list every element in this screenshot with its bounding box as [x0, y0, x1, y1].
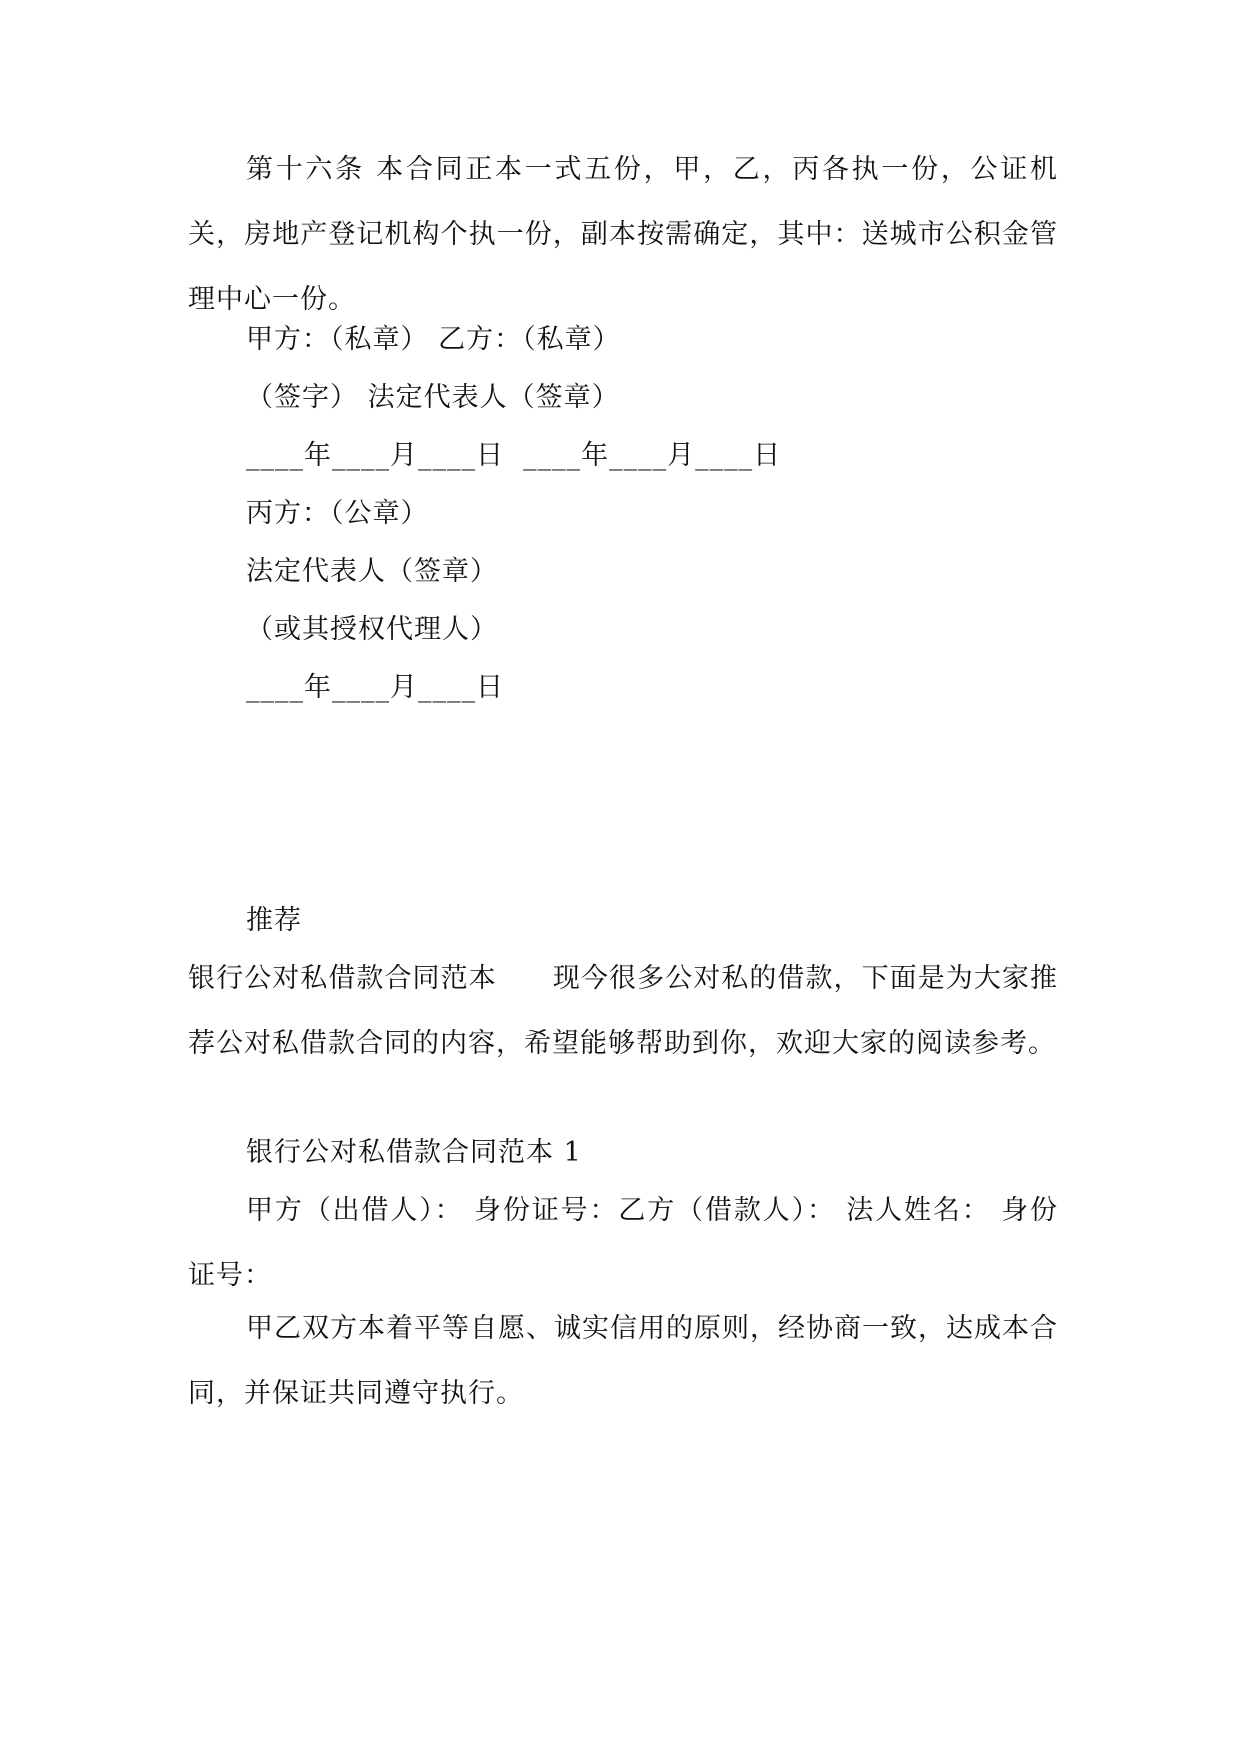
party-a-b-seal-line: 甲方：（私章） 乙方：（私章）: [246, 324, 621, 355]
date-double-line: ____年____月____日 ____年____月____日: [246, 440, 782, 471]
signature-representative-line: （签字） 法定代表人（签章）: [246, 382, 620, 413]
contract-parties-paragraph: 甲方（出借人）： 身份证号：乙方（借款人）： 法人姓名： 身份证号：: [188, 1195, 1058, 1291]
contract-title: 银行公对私借款合同范本 1: [246, 1137, 582, 1168]
recommend-heading: 推荐: [246, 905, 302, 936]
contract-preamble-paragraph: 甲乙双方本着平等自愿、诚实信用的原则，经协商一致，达成本合同，并保证共同遵守执行。: [188, 1313, 1058, 1409]
date-single-line: ____年____月____日: [246, 672, 504, 703]
recommend-intro-paragraph: 银行公对私借款合同范本 现今很多公对私的借款，下面是为大家推荐公对私借款合同的内容，希望能够帮助到你，欢迎大家的阅读参考。: [188, 963, 1058, 1059]
article-16-paragraph: 第十六条 本合同正本一式五份，甲，乙，丙各执一份，公证机关，房地产登记机构个执一份，副本按需确定，其中：送城市公积金管理中心一份。: [188, 154, 1058, 315]
representative-seal-line: 法定代表人（签章）: [246, 556, 498, 587]
authorized-agent-line: （或其授权代理人）: [246, 614, 498, 645]
party-c-seal-line: 丙方：（公章）: [246, 498, 429, 529]
